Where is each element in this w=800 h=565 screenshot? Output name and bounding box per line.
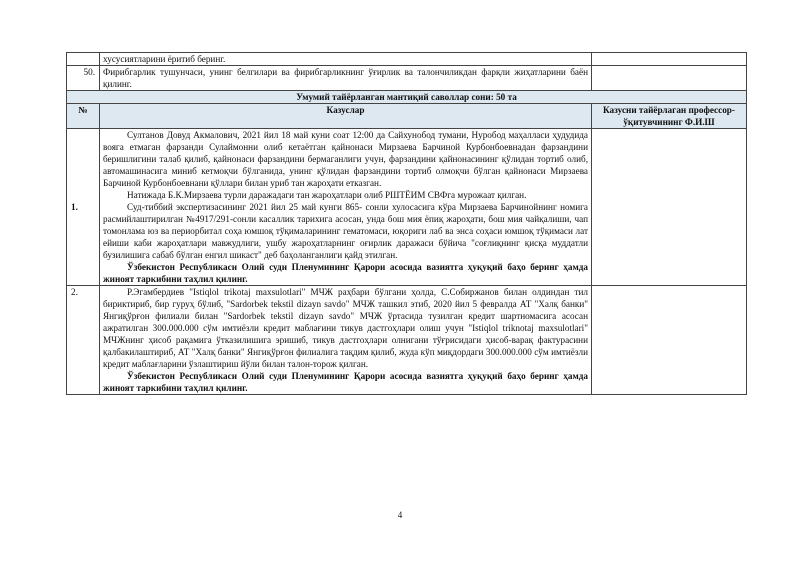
case-task: Ўзбекистон Республикаси Олий суди Пленумининг Қарори асосида вазиятга ҳуқуқий баҳо беринг ҳамда жиноят таркибини таҳлил қилинг. [103,262,588,284]
row-number: 50. [67,66,100,91]
author-cell [592,286,747,395]
cases-table [66,52,747,395]
case-paragraph: Р.Эгамбердиев "Istiqlol trikotaj maxsulotlari" МЧЖ раҳбари бўлгани ҳолда, С.Собиржанов билан олдиндан тил бириктириб, бир гуруҳ бўлиб, "Sardorbek tekstil dizayn savdo" МЧЖ ташкил этиб, 2020 йил 5 февралда АТ "Халқ банки" Янгиқўрғон филиали билан "Sardorbek tekstil dizayn savdo" МЧЖ ўртасида тузилган кредит шартномасига асосан ажратилган 300.000.000 сўм имтиёзли кредит маблағини тикув дастгоҳлари олиш учун "Istiqlol triknotaj maxsulotlari" МЧЖнинг ҳисоб рақамига ўтказилишига эришиб, тикув дастгоҳлари олнигани тўғрисидаги ҳисоб-варақ фактурасини қалбакилаштириб, АТ "Халқ банки" Янгиқўрғон филиалига тақдим қилиб, жуда кўп миқдордаги 300.000.000 сўм имтиёзли кредит маблағларини ўзлаштириш йўли билан талон-торож қилган. [103,287,588,369]
empty-cell [592,53,747,66]
table-row [67,53,747,66]
table-row [67,66,747,91]
case-task: Ўзбекистон Республикаси Олий суди Пленумининг Қарори асосида вазиятга ҳуқуқий баҳо беринг ҳамда жиноят таркибини таҳлил қилинг. [103,371,588,393]
question-text: Фирибгарлик тушунчаси, унинг белгилари ва фирибгарликнинг ўғирлик ва талончиликдан фарқли жиҳатларини баён қилинг. [100,66,592,91]
case-number: 2. [67,286,100,395]
case-paragraph: Натижада Б.К.Мирзаева турли даражадаги тан жароҳатлари олиб РШТЁИМ СВФга мурожаат қилган. [127,190,527,200]
case-text [100,286,592,395]
section-title: Умумий тайёрланган мантиқий саволлар сони: 50 та [67,91,747,104]
header-row [67,104,747,129]
case-text [100,129,592,286]
column-header-number: № [67,104,100,129]
section-row [67,91,747,104]
document-page [66,52,746,395]
author-cell [592,129,747,286]
case-row [67,286,747,395]
column-header-author: Казусни тайёрлаган профессор-ўқитувчининг Ф.И.Ш [592,104,747,129]
case-number: 1. [67,129,100,286]
empty-cell [592,66,747,91]
case-paragraph: Султанов Довуд Акмалович, 2021 йил 18 май куни соат 12:00 да Сайхунобод тумани, Нуробод маҳалласи ҳудудида вояга етмаган фарзанди Сулаймонни олиб кетаётган қайнонаси Мирзаева Барчиной Курбонбоевнадан фарзандини беришлигини талаб қилиб, қайнонаси фарзандини бермаганлиги учун, фарзандини қайнонасининг қўлидан тортиб олиб, автомашинасига миниб кетмоқчи бўлганида, унинг қўлидан фарзандини тортиб олмоқчи бўлган қайнонаси Мирзаева Барчиной Курбонбоевнани қўллари билан уриб тан жароҳати етказган. [103,130,588,188]
page-number: 4 [397,510,403,520]
row-number [67,53,100,66]
case-row [67,129,747,286]
case-paragraph: Суд-тиббий экспертизасининг 2021 йил 25 май кунги 865- сонли хулосасига кўра Мирзаева Барчинойнинг номига расмийлаштирилган №4917/291-сонли касаллик тарихига асосан, унда бош мия ёпиқ жароҳати, бош мия чайқалиши, чап томонлама юз ва периорбитал соҳа юмшоқ тўқималарининг гематомаси, юқориги лаб ва энса соҳаси юмшоқ тўқимаси лат ейиши каби жароҳатлари мавжудлиги, ушбу жароҳатларнинг оғирлик даражаси бўйича "соғлиқнинг қисқа муддатли бузилишига сабаб бўлган енгил шикаст" деб баҳоланганлиги қайд этилган. [103,202,588,260]
question-text: хусусиятларини ёритиб беринг. [100,53,592,66]
column-header-cases: Казуслар [100,104,592,129]
